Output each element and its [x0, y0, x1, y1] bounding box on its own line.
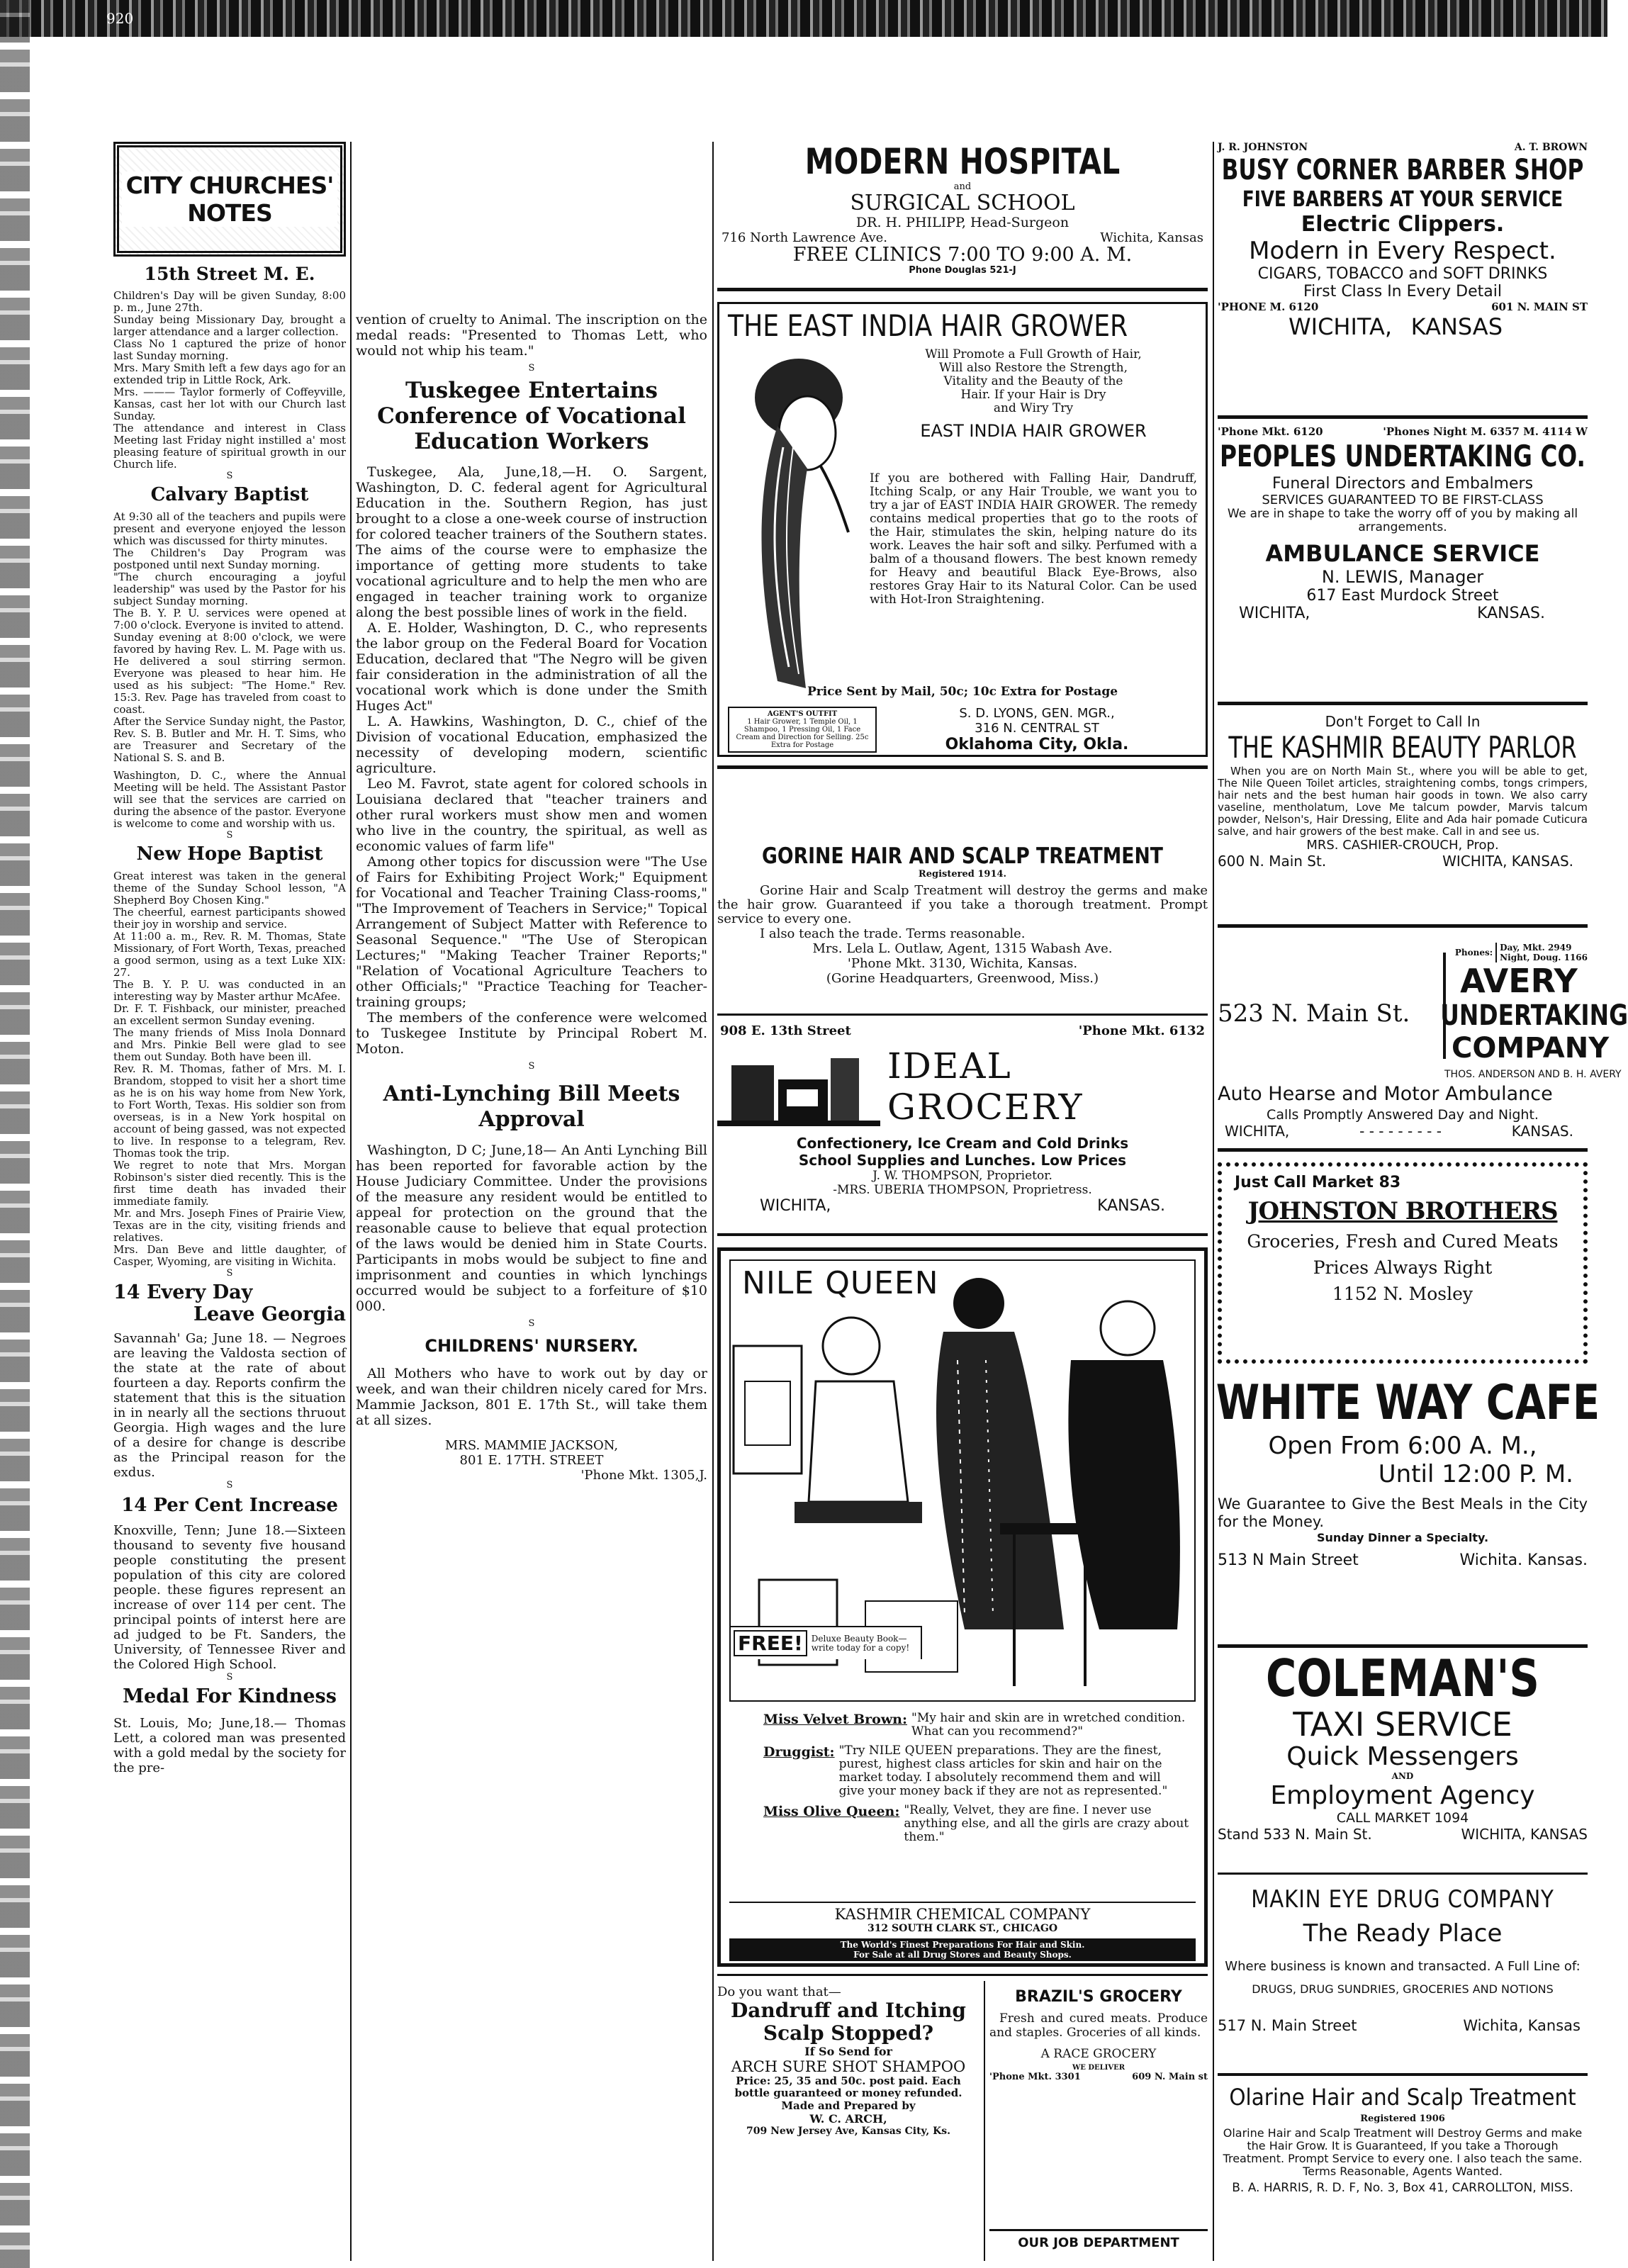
barber-city: WICHITA, [1289, 313, 1393, 340]
price-line: Price Sent by Mail, 50c; 10c Extra for Postage [807, 685, 1118, 699]
column-4 [1216, 142, 1628, 2261]
promise-line: Hair. If your Hair is Dry [960, 388, 1106, 402]
column-rule [350, 142, 352, 2261]
corner-mark: 920 [106, 10, 134, 27]
hospital-address: 716 North Lawrence Ave. [722, 230, 888, 245]
agent-name: S. D. LYONS, GEN. MGR., [959, 706, 1115, 721]
paragraph: At 11:00 a. m., Rev. R. M. Thomas, State Missionary, of Fort Worth, Texas, preached a good sermon, using as a text Luke XIX: 27. [113, 930, 346, 979]
kashmir-body: When you are on North Main St., where you will be able to get, The Nile Queen Toilet articles, straightening combs, tongs crimpers, hair nets and the best human hair goods in town. We also carry vaseline, mentholatum, Love Me talcum powder, Marvis talcum powder, Nelson's, Hair Dressing, Elite and Ada hair pomade Cuticura salve, and hair growers of the best make. Call in and see us. [1218, 765, 1588, 838]
divider [1218, 415, 1588, 419]
gorine-reg: Registered 1914. [918, 869, 1007, 880]
coleman-stand: Stand 533 N. Main St. [1218, 1826, 1372, 1843]
section-title: Medal For Kindness [123, 1685, 337, 1707]
grocery-state: KANSAS. [1097, 1197, 1165, 1215]
gorine-phone: 'Phone Mkt. 3130, Wichita, Kansas. [847, 956, 1078, 971]
job-department: OUR JOB DEPARTMENT [989, 2229, 1208, 2250]
gorine-agent: Mrs. Lela L. Outlaw, Agent, 1315 Wabash Ave. [812, 941, 1113, 956]
johnston-line: Groceries, Fresh and Cured Meats [1247, 1231, 1559, 1252]
paragraph: Sunday being Missionary Day, brought a larger attendance and a larger collection. [113, 313, 346, 338]
section-separator: S [226, 1268, 233, 1279]
free-text: Deluxe Beauty Book—write today for a copy! [811, 1633, 910, 1653]
grocery-city: WICHITA, [760, 1197, 831, 1215]
section-separator: S [226, 830, 233, 841]
free-clinics: FREE CLINICS 7:00 TO 9:00 A. M. [792, 244, 1133, 266]
grocery-line: School Supplies and Lunches. Low Prices [798, 1152, 1127, 1169]
kashmir-name: THE KASHMIR BEAUTY PARLOR [1228, 730, 1577, 765]
outfit-text: 1 Hair Grower, 1 Temple Oil, 1 Shampoo, 1 Pressing Oil, 1 Face Cream and Direction for Selling. 25c Extra for Postage [736, 718, 869, 749]
barber-phone: 'PHONE M. 6120 [1218, 301, 1319, 313]
divider [1218, 924, 1588, 928]
signature-line: 'Phone Mkt. 1305,J. [580, 1468, 707, 1483]
paragraph: The B. Y. P. U. was conducted in an interesting way by Master arthur McAfee. [113, 978, 346, 1003]
gorine-ad [717, 843, 1208, 1006]
peoples-manager: N. LEWIS, Manager [1321, 567, 1484, 587]
johnston-brothers-ad [1218, 1162, 1588, 1364]
cafe-sunday: Sunday Dinner a Specialty. [1316, 1531, 1489, 1544]
divider [717, 1014, 1208, 1016]
column-rule [1213, 142, 1214, 2261]
scan-left-edge [0, 0, 30, 2268]
promise-line: Will also Restore the Strength, [939, 361, 1128, 375]
barber-owner: A. T. BROWN [1514, 142, 1588, 153]
column-3 [717, 142, 1208, 2261]
dandruff-title: Scalp Stopped? [763, 2021, 934, 2045]
avery-dashes: - - - - - - - - - [1359, 1123, 1442, 1140]
agent-city: Oklahoma City, Okla. [945, 736, 1129, 753]
coleman-employment: Employment Agency [1270, 1781, 1535, 1810]
olarine-reg: Registered 1906 [1360, 2113, 1445, 2124]
dandruff-ad [717, 1984, 979, 2218]
paragraph: Savannah' Ga; June 18. — Negroes are leaving the Valdosta section of the state at the rate of about fourteen a day. Reports confirm the statement that this is the situation in in nearly all the sections thruout Georgia. High wages and the lure of a desire for change is describe as the Principal reason for the exdus. [113, 1331, 346, 1480]
grocery-address: 908 E. 13th Street [720, 1023, 851, 1038]
brazil-grocery-ad [989, 1988, 1208, 2201]
barber-name: BUSY CORNER BARBER SHOP [1221, 154, 1584, 186]
coleman-quick: Quick Messengers [1286, 1742, 1519, 1771]
churches-banner [113, 142, 346, 257]
peoples-name: PEOPLES UNDERTAKING CO. [1220, 439, 1585, 473]
avery-owners: THOS. ANDERSON AND B. H. AVERY [1444, 1069, 1622, 1080]
divider [717, 1974, 1208, 1976]
grocery-name: IDEAL GROCERY [887, 1045, 1084, 1128]
grocery-phone: 'Phone Mkt. 6132 [1078, 1023, 1205, 1038]
kashmir-city: WICHITA, KANSAS. [1442, 853, 1573, 870]
paragraph: L. A. Hawkins, Washington, D. C., chief of the Division of vocational Education, emphasized the necessity of developing modern, scientific agriculture. [356, 714, 707, 776]
nile-queen-ad [717, 1247, 1208, 1967]
hospital-doctor: DR. H. PHILIPP, Head-Surgeon [855, 215, 1070, 230]
cafe-guarantee: We Guarantee to Give the Best Meals in the City for the Money. [1218, 1495, 1588, 1530]
section-title: Leave Georgia [193, 1303, 346, 1325]
section-separator: S [528, 363, 535, 374]
dialogue-speaker: Druggist: [763, 1744, 835, 1760]
peoples-phone: 'Phone Mkt. 6120 [1218, 425, 1323, 438]
olarine-address: B. A. HARRIS, R. D. F, No. 3, Box 41, CARROLLTON, MISS. [1232, 2181, 1573, 2195]
grocery-proprietress: -MRS. UBERIA THOMPSON, Proprietress. [833, 1183, 1092, 1197]
peoples-city: WICHITA, [1239, 605, 1310, 622]
paragraph: At 9:30 all of the teachers and pupils were present and everyone enjoyed the lesson which was discussed for thirty minutes. [113, 510, 346, 547]
dialogue-speaker: Miss Velvet Brown: [763, 1712, 908, 1727]
tagline: The World's Finest Preparations For Hair and Skin. [840, 1940, 1085, 1950]
agent-outfit-box [728, 707, 877, 753]
johnston-name: JOHNSTON BROTHERS [1247, 1197, 1558, 1225]
divider [717, 288, 1208, 291]
paragraph: Children's Day will be given Sunday, 8:00 p. m., June 27th. [113, 289, 346, 314]
barber-modern: Modern in Every Respect. [1249, 237, 1556, 265]
hospital-ad [717, 142, 1208, 276]
barber-address: 601 N. MAIN ST [1491, 301, 1588, 313]
paragraph: All Mothers who have to work out by day or week, and wan their children nicely cared for Mrs. Mammie Jackson, 801 E. 17th St., will take them at all sizes. [356, 1366, 707, 1428]
newspaper-page [113, 141, 1628, 2261]
barber-ad [1218, 142, 1588, 411]
coleman-name: COLEMAN'S [1266, 1649, 1539, 1708]
brazil-body: Fresh and cured meats. Produce and staples. Groceries of all kinds. [989, 2011, 1208, 2040]
avery-calls: Calls Promptly Answered Day and Night. [1267, 1107, 1539, 1123]
divider [717, 765, 1208, 769]
paragraph: Class No 1 captured the prize of honor last Sunday morning. [113, 337, 346, 362]
paragraph: Tuskegee, Ala, June,18,—H. O. Sargent, Washington, D. C. federal agent for Agricultural Education in the. Southern Region, has just brought to a close a one-week course of instruction for colored teacher trainers of the Southern states. The aims of the course were to emphasize the importance of getting more students to take vocational agriculture and to help the men who are engaged in teacher training work to organize along the best possible lines of work in the field. [356, 464, 707, 620]
east-india-title: THE EAST INDIA HAIR GROWER [728, 308, 1128, 343]
divider [1218, 702, 1588, 705]
cafe-address: 513 N Main Street [1218, 1551, 1359, 1569]
section-separator: S [226, 471, 233, 481]
makin-name: MAKIN EYE DRUG COMPANY [1251, 1885, 1554, 1914]
johnston-call: Just Call Market 83 [1235, 1174, 1401, 1191]
dialogue-text: "My hair and skin are in wretched condition. What can you recommend?" [911, 1711, 1186, 1739]
barber-five: FIVE BARBERS AT YOUR SERVICE [1242, 187, 1564, 212]
makin-line: Where business is known and transacted. A Full Line of: [1225, 1959, 1581, 1974]
and-word: and [953, 181, 972, 192]
dandruff-maker: W. C. ARCH, [809, 2112, 887, 2126]
race-grocery: A RACE GROCERY [1040, 2047, 1157, 2061]
east-india-brand: EAST INDIA HAIR GROWER [920, 421, 1147, 441]
portrait-image [728, 348, 863, 706]
dialogue-text: "Really, Velvet, they are fine. I never use anything else, and all the girls are crazy about them." [904, 1803, 1189, 1844]
avery-night-phone: Night, Doug. 1166 [1500, 953, 1588, 962]
gorine-body: Gorine Hair and Scalp Treatment will destroy the germs and make the hair grow. Guaranteed if you take a thorough treatment. Prompt service to every one. [717, 883, 1208, 926]
cafe-name: WHITE WAY CAFE [1216, 1375, 1600, 1431]
grocery-proprietor: J. W. THOMPSON, Proprietor. [872, 1169, 1052, 1183]
section-title: CHILDRENS' NURSERY. [425, 1336, 639, 1356]
johnston-line: Prices Always Right [1313, 1257, 1493, 1278]
gorine-hq: (Gorine Headquarters, Greenwood, Miss.) [826, 971, 1099, 986]
paragraph: Leo M. Favrot, state agent for colored schools in Louisiana declared that "teacher trainers and other rural workers must show men and women who live in the country, the spiritual, as well as economic values of farm life" [356, 776, 707, 854]
avery-name: UNDERTAKING [1440, 999, 1628, 1032]
section-title: New Hope Baptist [136, 843, 323, 865]
makin-address: 517 N. Main Street [1218, 2017, 1357, 2034]
agent-address: 316 N. CENTRAL ST [975, 721, 1099, 736]
grocery-line: Confectionery, Ice Cream and Cold Drinks [796, 1135, 1129, 1152]
white-way-cafe-ad [1216, 1375, 1600, 1630]
peoples-line: SERVICES GUARANTEED TO BE FIRST-CLASS [1262, 493, 1544, 507]
paragraph: Washington, D C; June,18— An Anti Lynching Bill has been reported for favorable action by the House Judiciary Committee. Under the provisions of the measure any resident would be entitled to appeal for protection on the ground that the reasonable cause to believe that equal protection of the laws would be denied him in State Courts. Participants in mobs would be subject to fine and imprisonment and counties in which lynchings occurred would be subject to a forfeiture of $10 000. [356, 1143, 707, 1314]
coleman-taxi-ad [1218, 1650, 1588, 1863]
dandruff-address: 709 New Jersey Ave, Kansas City, Ks. [746, 2126, 951, 2137]
free-label: FREE! [734, 1630, 807, 1656]
dandruff-q: Do you want that— [717, 1984, 841, 1999]
avery-state: KANSAS. [1511, 1123, 1573, 1140]
signature-line: 801 E. 17TH. STREET [459, 1453, 604, 1468]
dandruff-line: If So Send for [804, 2045, 892, 2058]
avery-phones-label: Phones: [1454, 948, 1493, 958]
woman-portrait-illustration [728, 348, 863, 706]
paragraph: St. Louis, Mo; June,18.— Thomas Lett, a colored man was presented with a gold medal by the society for the pre- [113, 1716, 346, 1775]
east-india-body: If you are bothered with Falling Hair, Dandruff, Itching Scalp, or any Hair Trouble, we want you to try a jar of EAST INDIA HAIR GROWER. The remedy contains medical properties that go to the roots of the Hair, stimulates the skin, helping nature do its work. Leaves the hair soft and silky. Perfumed with a balm of a thousand flowers. The best known remedy for Heavy and beautiful Black Eye-Brows, also restores Gray Hair to its Natural Color. Can be used with Hot-Iron Straightening. [870, 471, 1197, 607]
gorine-title: GORINE HAIR AND SCALP TREATMENT [762, 843, 1163, 869]
promise-line: Vitality and the Beauty of the [943, 374, 1123, 388]
section-separator: S [528, 1318, 535, 1329]
avery-city: WICHITA, [1225, 1123, 1290, 1140]
section-title: Anti-Lynching Bill Meets Approval [383, 1082, 680, 1132]
nile-queen-title: NILE QUEEN [739, 1265, 942, 1301]
company-address: 312 SOUTH CLARK ST., CHICAGO [867, 1923, 1058, 1934]
olarine-name: Olarine Hair and Scalp Treatment [1229, 2084, 1576, 2111]
tagline: For Sale at all Drug Stores and Beauty Shops. [853, 1950, 1072, 1960]
paragraph: A. E. Holder, Washington, D. C., who represents the labor group on the Federal Board for Vocation Education, declared that "The Negro will be given fair consideration in the administration of all the vocational work which is done under the Smith Huges Act" [356, 620, 707, 714]
hospital-phone: Phone Douglas 521-J [909, 265, 1016, 276]
peoples-address: 617 East Murdock Street [1306, 587, 1499, 605]
coleman-taxi: TAXI SERVICE [1293, 1705, 1512, 1744]
grocery-illustration [717, 1044, 880, 1129]
paragraph: We regret to note that Mrs. Morgan Robinson's sister died recently. This is the first time death has invaded their immediate family. [113, 1159, 346, 1208]
paragraph: Mrs. Mary Smith left a few days ago for an extended trip in Little Rock, Ark. [113, 361, 346, 386]
signature-line: MRS. MAMMIE JACKSON, [444, 1438, 619, 1453]
peoples-line: We are in shape to take the worry off of you by making all arrangements. [1227, 507, 1578, 534]
kashmir-beauty-ad [1218, 713, 1588, 919]
paragraph: The cheerful, earnest participants showed their joy in worship and service. [113, 906, 346, 931]
section-title: 15th Street M. E. [144, 264, 315, 284]
section-title: Tuskegee Entertains Conference of Vocational Education Workers [377, 378, 686, 454]
gorine-trade: I also teach the trade. Terms reasonable. [760, 926, 1026, 941]
shampoo-name: ARCH SURE SHOT SHAMPOO [731, 2058, 966, 2075]
coleman-city: WICHITA, KANSAS [1461, 1826, 1588, 1843]
inner-rule [984, 1981, 985, 2261]
paragraph: Mrs. Dan Beve and little daughter, of Casper, Wyoming, are visiting in Wichita. [113, 1243, 346, 1268]
hospital-city: Wichita, Kansas [1100, 230, 1203, 245]
paragraph: After the Service Sunday night, the Pastor, Rev. S. B. Butler and Mr. H. T. Sims, who are Treasurer and Secretary of the National S. S. and B. [113, 715, 346, 764]
makin-ready: The Ready Place [1303, 1919, 1503, 1948]
dandruff-title: Dandruff and Itching [730, 1999, 967, 2022]
peoples-undertaking-ad [1218, 425, 1588, 687]
olarine-body: Olarine Hair and Scalp Treatment will Destroy Germs and make the Hair Grow. It is Guaranteed, If you take a Thorough Treatment. Prompt Service to every one. I also teach the same. Terms Reasonable, Agents Wanted. [1223, 2126, 1583, 2178]
paragraph: Great interest was taken in the general theme of the Sunday School lesson, "A Shepherd Boy Chosen King." [113, 870, 346, 906]
ideal-grocery-ad [717, 1023, 1208, 1222]
johnston-address: 1152 N. Mosley [1332, 1284, 1473, 1304]
paragraph: The attendance and interest in Class Meeting last Friday night instilled a' most pleasing feature of spiritual growth in our Church life. [113, 422, 346, 471]
ambulance-service: AMBULANCE SERVICE [1265, 540, 1540, 567]
paragraph: The many friends of Miss Inola Donnard and Mrs. Pinkie Bell were glad to see them out Sunday. Both have been ill. [113, 1026, 346, 1063]
outfit-title: AGENT'S OUTFIT [767, 710, 838, 718]
we-deliver: WE DELIVER [1072, 2064, 1125, 2072]
makin-drug-ad [1218, 1885, 1588, 2055]
column-1 [113, 142, 346, 2261]
peoples-state: KANSAS. [1477, 605, 1545, 622]
makin-city: Wichita, Kansas [1463, 2017, 1581, 2034]
section-title: 14 Per Cent Increase [121, 1495, 338, 1516]
paragraph: The B. Y. P. U. services were opened at 7:00 o'clock. Everyone is invited to attend. [113, 607, 346, 631]
banner-title: CITY CHURCHES' NOTES [122, 172, 337, 227]
paragraph: "The church encouraging a joyful leadership" was used by the Pastor for his subject Sunday morning. [113, 571, 346, 607]
cafe-city: Wichita. Kansas. [1459, 1551, 1588, 1569]
barber-first: First Class In Every Detail [1303, 283, 1502, 301]
avery-name: COMPANY [1452, 1032, 1610, 1065]
section-separator: S [226, 1672, 233, 1683]
barber-cigars: CIGARS, TOBACCO and SOFT DRINKS [1257, 265, 1548, 283]
brazil-title: BRAZIL'S GROCERY [1015, 1988, 1182, 2006]
brazil-address: 609 N. Main st [1132, 2072, 1208, 2082]
dialogue-speaker: Miss Olive Queen: [763, 1804, 900, 1819]
makin-line: DRUGS, DRUG SUNDRIES, GROCERIES AND NOTIONS [1252, 1982, 1554, 1996]
paragraph: vention of cruelty to Animal. The inscription on the medal reads: "Presented to Thomas Lett, who would not whip his team." [356, 312, 707, 359]
cafe-until: Until 12:00 P. M. [1378, 1460, 1573, 1488]
promise-line: Will Promote a Full Growth of Hair, [925, 347, 1142, 361]
scan-top-edge [0, 0, 1607, 37]
paragraph: Sunday evening at 8:00 o'clock, we were favored by having Rev. L. M. Page with us. He delivered a soul stirring sermon. Everyone was pleased to hear him. He used as his subject: "The Home." Rev. 15:3. Rev. Page has traveled from coast to coast. [113, 631, 346, 716]
avery-name: AVERY [1460, 962, 1578, 1000]
dialogue-text: "Try NILE QUEEN preparations. They are the finest, purest, highest class articles for skin and hair on the market today. I absolutely recommend them and will give your money back if they are not as represented." [838, 1744, 1168, 1798]
peoples-line: Funeral Directors and Embalmers [1271, 475, 1534, 493]
paragraph: Among other topics for discussion were "The Use of Fairs for Exhibiting Project Work;" Equipment for Vocational and Teacher Training Class-rooms," "The Improvement of Teachers in Service;" Topical Arrangement of Subject Matter with Reference to Seasonal Sequence." "The Use of Steropican Lectures;" "Making Teacher Trainer Reports;" "Relation of Vocational Agriculture Teachers to other Officials;" "Practice Teaching for Teacher-training groups; [356, 854, 707, 1010]
barber-owner: J. R. JOHNSTON [1218, 142, 1308, 153]
column-rule [712, 142, 714, 2261]
paragraph: The Children's Day Program was postponed until next Sunday morning. [113, 546, 346, 571]
section-separator: S [226, 1480, 233, 1491]
column-2 [356, 312, 707, 2261]
dandruff-line: Made and Prepared by [781, 2099, 916, 2112]
hospital-sub: SURGICAL SCHOOL [850, 191, 1075, 215]
promise-line: and Wiry Try [993, 401, 1074, 415]
olarine-ad [1218, 2084, 1588, 2261]
divider [1218, 1873, 1588, 1875]
paragraph: Washington, D. C., where the Annual Meeting will be held. The Assistant Pastor will see that the services are carried on during the absence of the pastor. Everyone is welcome to come and worship with us. [113, 769, 346, 830]
barber-clippers: Electric Clippers. [1301, 212, 1505, 237]
kashmir-address: 600 N. Main St. [1218, 853, 1327, 870]
avery-address: 523 N. Main St. [1218, 999, 1410, 1028]
divider [1218, 1644, 1588, 1648]
paragraph: Rev. R. M. Thomas, father of Mrs. M. I. Brandom, stopped to visit her a short time as he is on his way home from New York, to Fort Worth, Texas. His soldier son from overseas, is in a New York hospital on account of being gassed, was not expected to live. In response to a telegram, Rev. Thomas took the trip. [113, 1062, 346, 1160]
peoples-phone-night: 'Phones Night M. 6357 M. 4114 W [1383, 425, 1588, 438]
barber-state: KANSAS [1410, 313, 1503, 340]
divider [1218, 2073, 1588, 2076]
paragraph: Mrs. ——— Taylor formerly of Coffeyville, Kansas, cast her lot with our Church last Sunday. [113, 386, 346, 422]
section-title: 14 Every Day [113, 1281, 253, 1303]
coleman-call: CALL MARKET 1094 [1336, 1810, 1469, 1826]
paragraph: Mr. and Mrs. Joseph Fines of Prairie View, Texas are in the city, visiting friends and relatives. [113, 1207, 346, 1244]
company-name: KASHMIR CHEMICAL COMPANY [834, 1906, 1091, 1923]
brazil-phone: 'Phone Mkt. 3301 [989, 2072, 1081, 2082]
section-title: Calvary Baptist [150, 484, 309, 505]
divider [717, 1233, 1208, 1236]
paragraph: Knoxville, Tenn; June 18.—Sixteen thousand to seventy five housand people constituting the present population of this city are colored people. these figures represent an increase of over 114 per cent. The principal points of interst here are ad judged to be Ft. Sanders, the University, of Tennessee River and the Colored High School. [113, 1523, 346, 1672]
section-separator: S [528, 1061, 535, 1072]
paragraph: Dr. F. T. Fishback, our minister, preached an excellent sermon Sunday evening. [113, 1002, 346, 1027]
avery-hearse: Auto Hearse and Motor Ambulance [1218, 1083, 1553, 1105]
divider [1218, 1148, 1588, 1152]
cafe-open: Open From 6:00 A. M., [1268, 1432, 1537, 1460]
east-india-ad [717, 302, 1208, 757]
paragraph: The members of the conference were welcomed to Tuskegee Institute by Principal Robert M. Moton. [356, 1010, 707, 1057]
kashmir-top: Don't Forget to Call In [1325, 713, 1481, 730]
coleman-and: AND [1391, 1771, 1414, 1781]
kashmir-prop: MRS. CASHIER-CROUCH, Prop. [1306, 838, 1499, 853]
hospital-name: MODERN HOSPITAL [804, 141, 1121, 182]
avery-day-phone: Day, Mkt. 2949 [1500, 943, 1572, 953]
dandruff-price: Price: 25, 35 and 50c. post paid. Each bottle guaranteed or money refunded. [734, 2075, 962, 2099]
avery-undertaking-ad [1218, 943, 1628, 1141]
